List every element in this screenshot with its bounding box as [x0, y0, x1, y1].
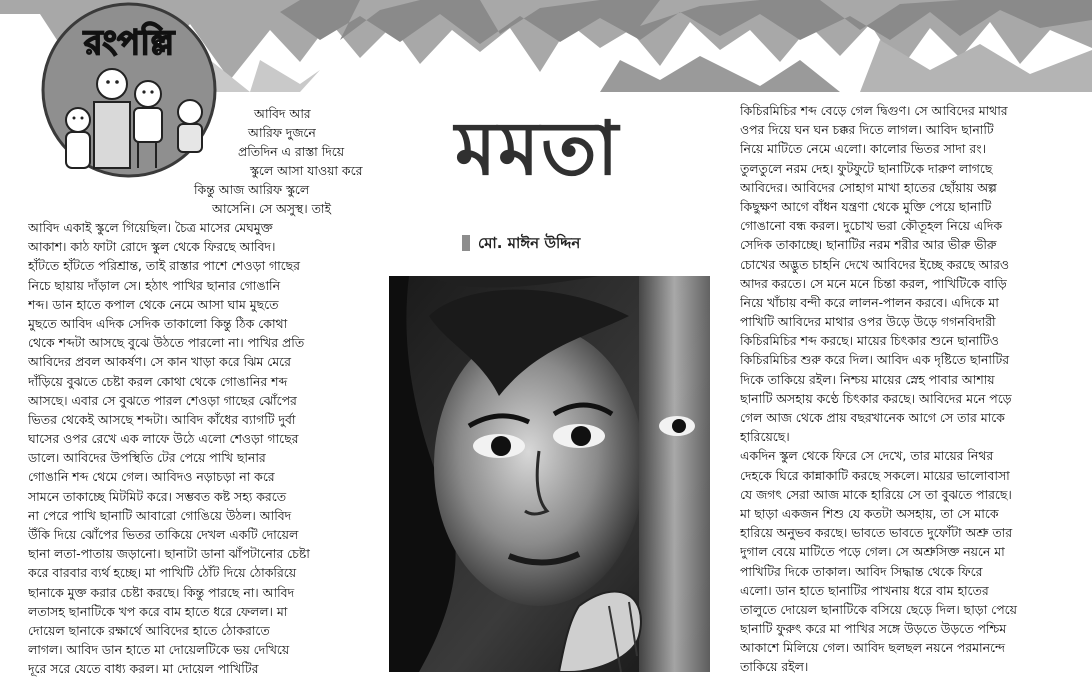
text-line: গেল আজ থেকে প্রায় বছরখানেক আগে সে তার মাকে [740, 410, 1005, 425]
text-line: হারিয়ে অনুভব করছে। ভাবতে ভাবতে দুফোঁটা অশ্রু তার [740, 525, 1013, 541]
text-line: হারিয়েছে। [740, 429, 790, 445]
text-line: নিচে ছায়ায় দাঁড়াল সে। হঠাৎ পাখির ছানার গোঙানি [28, 277, 281, 293]
text-line: ছানাকে মুক্ত করার চেষ্টা করছে। কিন্তু পারছে না। আবিদ [28, 584, 295, 600]
text-line: কিচিরমিচির শব্দ করছে। মায়ের চিৎকার শুনে ছানাটিও [740, 333, 999, 349]
text-line: আকাশ। কাঠ ফাটা রোদে স্কুল থেকে ফিরছে আবিদ। [28, 239, 276, 255]
text-line: তালুতে দোয়েল ছানাটিকে বসিয়ে ছেড়ে দিল। ছাড়া পেয়ে [740, 601, 1017, 617]
text-line: না পেরে পাখি ছানাটি আবারো গোঙিয়ে উঠল। আবিদ [28, 507, 292, 523]
text-line: তুলতুলে নরম দেহ। ফুটফুটে ছানাটিকে দারুণ লাগছে [740, 160, 993, 176]
rongpolli-logo [22, 2, 236, 178]
text-line: মুছতে আবিদ এদিক সেদিক তাকালো কিন্তু ঠিক কোথা [28, 315, 288, 331]
text-line: দোয়েল ছানাকে রক্ষার্থে আবিদের হাতে ঠোকরাতে [28, 622, 270, 638]
text-line: ছানাটি অসহায় কণ্ঠে চিৎকার করছে। আবিদের মনে পড়ে [740, 390, 1012, 406]
article-title: মমতা [455, 106, 621, 192]
text-line: পাখিটি আবিদের মাথার ওপর উড়ে উড়ে গগনবিদারী [740, 314, 996, 330]
intro-line: আরিফ দুজনে [248, 125, 316, 140]
text-line: একদিন স্কুল থেকে ফিরে সে দেখে, তার মায়ের নিথর [740, 448, 994, 464]
text-line: আকাশে মিলিয়ে গেল। আবিদ ছলছল নয়নে পরমানন্দে [740, 640, 1005, 656]
article-column-1 [28, 218, 378, 679]
text-line: গোঙানি শব্দ থেমে গেল। আবিদও নড়াচড়া না করে [28, 469, 275, 485]
text-line: ঘাসের ওপর রেখে এক লাফে উঠে এলো শেওড়া গাছের [28, 431, 299, 447]
text-line: সামনে তাকাচ্ছে মিটমিট করে। সম্ভবত কষ্ট সহ্য করতে [28, 488, 287, 504]
text-line: দিকে তাকিয়ে রইল। নিশ্চয় মায়ের স্নেহ পাবার আশায় [740, 371, 995, 387]
intro-line: স্কুলে আসা যাওয়া করে [250, 163, 363, 178]
text-line: দাঁড়িয়ে বুঝতে চেষ্টা করল কোথা থেকে গোঙানির শব্দ [28, 373, 288, 389]
text-line: আদর করতে। সে মনে মনে চিন্তা করল, পাখিটিকে বাড়ি [740, 275, 1007, 291]
text-line: শব্দ। ডান হাতে কপাল থেকে নেমে আসা ঘাম মুছতে [28, 296, 279, 312]
author-name: মো. মাঈন উদ্দিন [478, 234, 581, 252]
text-line: ছানাটি ফুরুৎ করে মা পাখির সঙ্গে উড়তে উড়তে পশ্চিম [740, 621, 1007, 637]
text-line: দেহকে ঘিরে কান্নাকাটি করছে সকলে। মায়ের ভালোবাসা [740, 467, 1010, 483]
text-line: চোখের অদ্ভুত চাহনি দেখে আবিদের ইচ্ছে করছে আরও [740, 256, 1010, 272]
text-line: আবিদ একাই স্কুলে গিয়েছিল। চৈত্র মাসের মেঘমুক্ত [28, 220, 273, 235]
text-line: নিয়ে খাঁচায় বন্দী করে লালন-পালন করবে। এদিকে মা [740, 294, 999, 310]
text-line: গোঙানো বন্ধ করল। দুচোখ ভরা কৌতূহল নিয়ে এদিক [740, 218, 1003, 234]
text-line: আবিদের প্রবল আকর্ষণ। সে কান খাড়া করে ঝিম মেরে [28, 354, 291, 370]
text-line: দুগাল বেয়ে মাটিতে পড়ে গেল। সে অশ্রুসিক্ত নয়নে মা [740, 544, 1005, 560]
text-line: পাখিটির দিকে তাকাল। আবিদ সিদ্ধান্ত থেকে ফিরে [740, 563, 983, 579]
text-line: দূরে সরে যেতে বাধ্য করল। মা দোয়েল পাখিটির [28, 661, 259, 677]
text-line: কিছুক্ষণ আগে বাঁধন যন্ত্রণা থেকে মুক্তি পেয়ে ছানাটি [740, 198, 992, 214]
intro-line: প্রতিদিন এ রাস্তা দিয়ে [238, 144, 345, 159]
text-line: লতাসহ ছানাটিকে খপ করে বাম হাতে ধরে ফেলল। মা [28, 603, 288, 619]
article-column-2 [740, 101, 1080, 677]
text-line: লাগল। আবিদ ডান হাতে মা দোয়েলটিকে ভয় দেখিয়ে [28, 642, 290, 658]
article-byline [462, 232, 580, 257]
text-line: সেদিক তাকাচ্ছে। ছানাটির নরম শরীর আর ভীরু ভীরু [740, 237, 997, 253]
intro-line: কিন্তু আজ আরিফ স্কুলে [194, 182, 310, 197]
text-line: থেকে শব্দটা আসছে বুঝে উঠতে পারলো না। পাখির প্রতি [28, 335, 305, 351]
text-line: নিয়ে মাটিতে নেমে এলো। কালোর ভিতর সাদা রং। [740, 141, 987, 157]
text-line: তাকিয়ে রইল। [740, 659, 809, 675]
text-line: উঁকি দিয়ে ঝোঁপের ভিতর তাকিয়ে দেখল একটি দোয়েল [28, 527, 299, 542]
intro-line: আবিদ আর [254, 106, 311, 121]
girl-portrait-illustration [389, 276, 710, 672]
text-line: কিচিরমিচির শুরু করে দিল। আবিদ এক দৃষ্টিতে ছানাটির [740, 352, 1010, 368]
byline-marker [462, 235, 470, 251]
text-line: হাঁটতে হাঁটতে পরিশ্রান্ত, তাই রাস্তার পাশে শেওড়া গাছের [28, 258, 300, 274]
text-line: ভিতর থেকেই আসছে শব্দটা। আবিদ কাঁধের ব্যাগটি দুর্বা [28, 411, 296, 427]
text-line: কিচিরমিচির শব্দ বেড়ে গেল দ্বিগুণ। সে আবিদের মাথার [740, 103, 1008, 118]
text-line: মা ছাড়া একজন শিশু যে কতটা অসহায়, তা সে মাকে [740, 505, 999, 521]
text-line: ডালে। আবিদের উপস্থিতি টের পেয়ে পাখি ছানার [28, 450, 266, 466]
text-line: ওপর দিয়ে ঘন ঘন চক্কর দিতে লাগল। আবিদ ছানাটি [740, 122, 994, 138]
text-line: এলো। ডান হাতে ছানাটির পাখনায় ধরে বাম হাতের [740, 582, 989, 598]
text-line: আবিদের। আবিদের সোহাগ মাখা হাতের ছোঁয়ায় অল্প [740, 179, 997, 195]
text-line: আসছে। এবার সে বুঝতে পারল শেওড়া গাছের ঝোঁপের [28, 392, 297, 408]
text-line: করে বারবার ব্যর্থ হচ্ছে। মা পাখিটি ঠোঁট দিয়ে ঠোকরিয়ে [28, 565, 297, 581]
logo-text: রংপল্লি [83, 23, 175, 63]
text-line: যে জগৎ সেরা আজ মাকে হারিয়ে সে তা বুঝতে পারছে। [740, 486, 1012, 502]
intro-line: আসেনি। সে অসুস্থ। তাই [212, 201, 331, 216]
text-line: ছানা লতা-পাতায় জড়ানো। ছানাটা ডানা ঝাঁপটানোর চেষ্টা [28, 546, 310, 562]
